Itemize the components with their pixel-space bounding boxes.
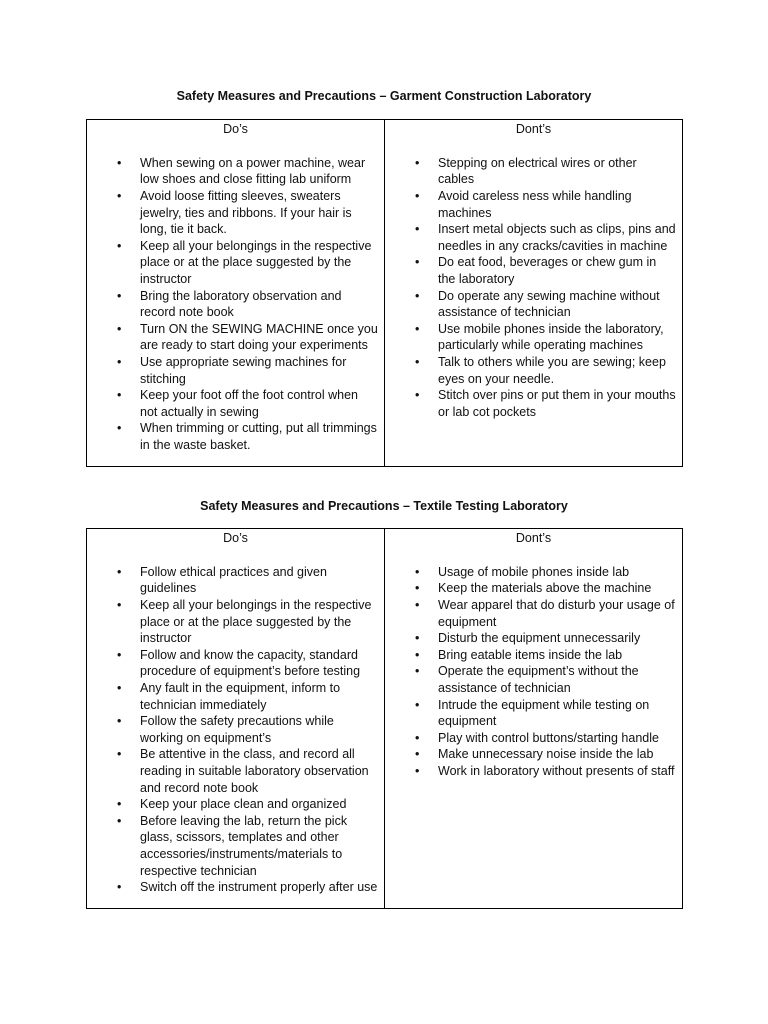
bullet-icon: • [117, 189, 122, 204]
bullet-icon: • [415, 747, 420, 762]
list-item-text: When trimming or cutting, put all trimmings in the waste basket. [140, 421, 377, 452]
bullet-icon: • [415, 581, 420, 596]
list-item-text: Keep your foot off the foot control when not actually in sewing [140, 388, 358, 419]
bullet-icon: • [117, 598, 122, 612]
list-item [87, 680, 384, 713]
dos-column [87, 138, 385, 466]
list-item [87, 321, 384, 354]
bullet-icon: • [117, 564, 122, 579]
textile-lab-title: Safety Measures and Precautions – Textile Testing Laboratory [200, 499, 568, 513]
list-item-text: Bring the laboratory observation and record note book [140, 288, 342, 320]
list-item [87, 647, 384, 680]
list-item [385, 288, 682, 321]
bullet-icon: • [117, 321, 122, 336]
list-item-text: Any fault in the equipment, inform to technician immediately [140, 680, 341, 712]
bullet-icon: • [415, 288, 420, 303]
list-item [385, 188, 682, 221]
list-item-text: Disturb the equipment unnecessarily [438, 631, 641, 646]
donts-list [385, 547, 682, 779]
list-item-text: Wear apparel that do disturb your usage of equipment [438, 598, 675, 629]
bullet-icon: • [415, 388, 420, 403]
bullet-icon: • [415, 664, 420, 679]
dos-header: Do’s [87, 529, 385, 548]
donts-header: Dont’s [385, 529, 683, 548]
list-item-text: Make unnecessary noise inside the lab [438, 747, 654, 762]
textile-lab-table [86, 528, 683, 909]
list-item [385, 580, 682, 597]
list-item-text: Avoid loose fitting sleeves, sweaters jewelry, ties and ribbons. If your hair is long, tie it back. [140, 189, 352, 237]
list-item [87, 354, 384, 387]
bullet-icon: • [117, 155, 122, 170]
list-item-text: Keep the materials above the machine [438, 581, 652, 596]
list-item-text: Switch off the instrument properly after use [140, 880, 378, 895]
list-item-text: Talk to others while you are sewing; keep eyes on your needle. [438, 355, 666, 386]
list-item [385, 354, 682, 387]
list-item [385, 730, 682, 747]
bullet-icon: • [415, 222, 420, 237]
list-item [87, 564, 384, 597]
list-item-text: Operate the equipment’s without the assistance of technician [438, 664, 639, 695]
bullet-icon: • [117, 421, 122, 436]
bullet-icon: • [415, 631, 420, 646]
list-item [385, 597, 682, 630]
bullet-icon: • [415, 763, 420, 778]
bullet-icon: • [117, 238, 122, 253]
list-item [87, 597, 384, 647]
bullet-icon: • [415, 321, 420, 336]
donts-header: Dont’s [385, 120, 683, 139]
list-item [87, 879, 384, 896]
bullet-icon: • [415, 647, 420, 662]
list-item-text: Use mobile phones inside the laboratory, particularly while operating machines [438, 321, 664, 353]
list-item-text: Follow ethical practices and given guidelines [140, 564, 327, 596]
list-item-text: Be attentive in the class, and record all reading in suitable laboratory observation and record note book [140, 747, 369, 795]
list-item-text: Before leaving the lab, return the pick glass, scissors, templates and other accessories/instruments/materials to respective technician [140, 813, 348, 878]
list-item-text: Do operate any sewing machine without assistance of technician [438, 288, 660, 320]
list-item-text: Stitch over pins or put them in your mouths or lab cot pockets [438, 388, 676, 419]
list-item-text: Use appropriate sewing machines for stitching [140, 355, 347, 386]
list-item-text: Stepping on electrical wires or other cables [438, 155, 637, 187]
bullet-icon: • [117, 747, 122, 762]
list-item-text: Bring eatable items inside the lab [438, 647, 623, 662]
dos-column [87, 547, 385, 908]
list-item [385, 387, 682, 420]
list-item [385, 763, 682, 780]
dos-list [87, 547, 384, 895]
bullet-icon: • [117, 647, 122, 662]
bullet-icon: • [117, 680, 122, 695]
list-item [87, 188, 384, 238]
bullet-icon: • [415, 730, 420, 745]
list-item [385, 746, 682, 763]
list-item-text: Follow the safety precautions while working on equipment’s [140, 714, 334, 745]
list-item-text: Follow and know the capacity, standard procedure of equipment’s before testing [140, 647, 361, 679]
bullet-icon: • [117, 388, 122, 403]
list-item [87, 155, 384, 188]
list-item-text: Do eat food, beverages or chew gum in the laboratory [438, 255, 657, 287]
list-item [87, 420, 384, 453]
bullet-icon: • [117, 813, 122, 828]
bullet-icon: • [117, 355, 122, 370]
garment-lab-table [86, 119, 683, 467]
list-item [87, 713, 384, 746]
garment-lab-title: Safety Measures and Precautions – Garment Construction Laboratory [176, 89, 592, 103]
dos-header: Do’s [87, 120, 385, 139]
list-item-text: Keep your place clean and organized [140, 797, 347, 812]
list-item [385, 564, 682, 581]
bullet-icon: • [117, 288, 122, 303]
list-item [87, 796, 384, 813]
bullet-icon: • [415, 155, 420, 170]
list-item [385, 254, 682, 287]
bullet-icon: • [415, 355, 420, 370]
list-item [87, 387, 384, 420]
list-item [87, 813, 384, 879]
list-item-text: Keep all your belongings in the respective place or at the place suggested by the instructor [140, 598, 372, 646]
list-item-text: Usage of mobile phones inside lab [438, 564, 630, 579]
list-item [385, 663, 682, 696]
donts-column [385, 547, 683, 908]
bullet-icon: • [415, 598, 420, 612]
list-item-text: Intrude the equipment while testing on equipment [438, 697, 650, 729]
bullet-icon: • [117, 797, 122, 812]
list-item-text: When sewing on a power machine, wear low shoes and close fitting lab uniform [140, 155, 366, 187]
list-item [385, 697, 682, 730]
bullet-icon: • [415, 189, 420, 204]
list-item-text: Turn ON the SEWING MACHINE once you are ready to start doing your experiments [140, 321, 378, 353]
list-item [87, 746, 384, 796]
list-item [385, 155, 682, 188]
dos-list [87, 138, 384, 453]
list-item-text: Avoid careless ness while handling machines [438, 189, 632, 220]
list-item [87, 288, 384, 321]
donts-column [385, 138, 683, 466]
bullet-icon: • [415, 255, 420, 270]
list-item-text: Work in laboratory without presents of staff [438, 763, 675, 778]
list-item-text: Insert metal objects such as clips, pins and needles in any cracks/cavities in machine [438, 222, 676, 253]
bullet-icon: • [117, 714, 122, 729]
list-item [385, 321, 682, 354]
list-item [385, 647, 682, 664]
bullet-icon: • [415, 697, 420, 712]
list-item [385, 630, 682, 647]
bullet-icon: • [117, 880, 122, 895]
bullet-icon: • [415, 564, 420, 579]
donts-list [385, 138, 682, 420]
list-item [385, 221, 682, 254]
list-item-text: Keep all your belongings in the respective place or at the place suggested by the instructor [140, 238, 372, 287]
list-item-text: Play with control buttons/starting handle [438, 730, 659, 745]
list-item [87, 238, 384, 288]
